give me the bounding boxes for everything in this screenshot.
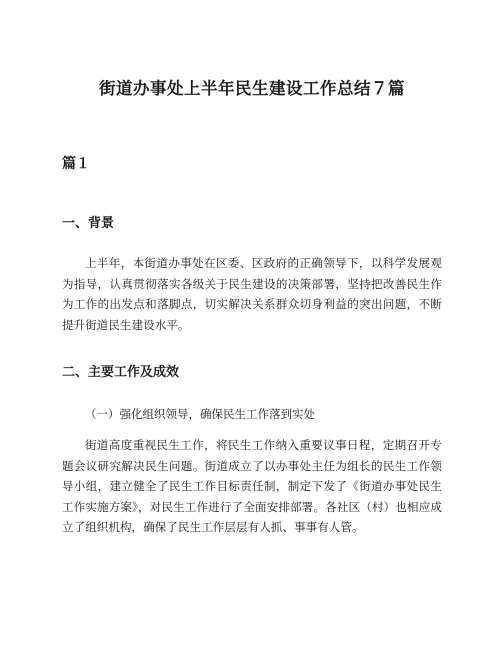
background-paragraph: 上半年，本街道办事处在区委、区政府的正确领导下，以科学发展观为指导，认真贯彻落实各级关于民生建设的决策部署，坚持把改善民生作为工作的出发点和落脚点，切实解决关系群众切身利益的突出问题，不断提升街道民生建设水平。 <box>62 256 442 332</box>
chapter-heading: 篇１ <box>62 156 90 172</box>
section-heading-background: 一、背景 <box>62 216 115 231</box>
document-title: 街道办事处上半年民生建设工作总结７篇 <box>99 79 405 98</box>
subsection-heading-organization: （一）强化组织领导，确保民生工作落到实处 <box>85 407 315 421</box>
section-heading-main-work: 二、主要工作及成效 <box>62 365 180 380</box>
organization-paragraph: 街道高度重视民生工作，将民生工作纳入重要议事日程，定期召开专题会议研究解决民生问题。街道成立了以办事处主任为组长的民生工作领导小组，建立健全了民生工作目标责任制，制定下发了《街道办事处民生工作实施方案》，对民生工作进行了全面安排部署。各社区（村）也相应成立了组织机构，确保了民生工作层层有人抓、事事有人管。 <box>62 438 442 534</box>
